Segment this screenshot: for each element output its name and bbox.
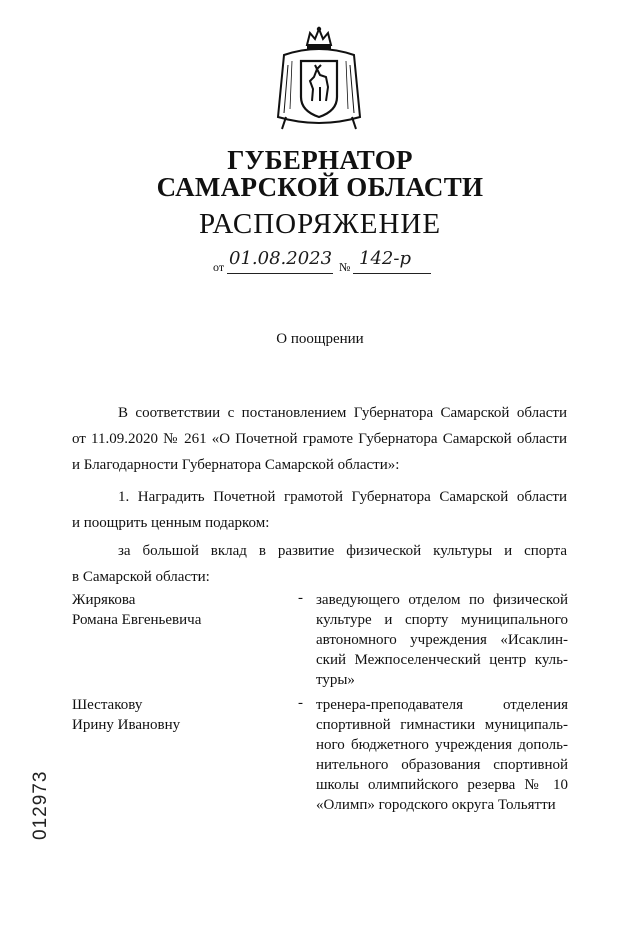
- coat-of-arms-emblem: [274, 25, 364, 133]
- date-label: от: [213, 260, 225, 274]
- document-type: РАСПОРЯЖЕНИЕ: [198, 208, 442, 240]
- paragraph-line: и поощрить ценным подарком:: [72, 515, 270, 531]
- awardee-position: заведующего отделом по физической культуре и спорту муниципального автономного учреждения «Исаклин- ский Межпоселенческий центр куль- туры»: [316, 592, 568, 688]
- paragraph-line: 1. Наградить Почетной грамотой Губернатора Самарской области: [118, 489, 567, 505]
- awardee-dash: -: [298, 695, 303, 711]
- preamble-paragraph: [72, 400, 567, 478]
- paragraph-line: за большой вклад в развитие физической культуры и спорта: [118, 543, 567, 559]
- award-clause: [72, 484, 567, 536]
- order-meta: [213, 248, 443, 278]
- paragraph-line: в Самарской области:: [72, 569, 210, 585]
- awardee-name: Шестакову Ирину Ивановну: [72, 697, 181, 733]
- paragraph-line: и Благодарности Губернатора Самарской области»:: [72, 457, 400, 473]
- paragraph-line: В соответствии с постановлением Губернатора Самарской области: [118, 405, 567, 421]
- serial-number: 012973: [30, 770, 51, 840]
- governor-title: ГУБЕРНАТОР: [227, 145, 413, 175]
- number-label: №: [339, 260, 351, 274]
- awardee-name: Жирякова Романа Евгеньевича: [72, 592, 202, 628]
- paragraph-line: от 11.09.2020 № 261 «О Почетной грамоте Губернатора Самарской области: [72, 431, 567, 447]
- serial-number-container: [30, 770, 60, 930]
- awardee-dash: -: [298, 590, 303, 606]
- merit-reason: [72, 538, 567, 590]
- region-title: САМАРСКОЙ ОБЛАСТИ: [156, 172, 484, 202]
- subject-line: О поощрении: [276, 331, 364, 347]
- date-value: 01.08.2023: [229, 248, 333, 269]
- number-value: 142-р: [359, 248, 411, 269]
- awardee-position: тренера-преподавателя отделения спортивной гимнастики муниципаль- ного бюджетного учреждения дополь- нительного образования спортивной школы олимпийского резерва № 10 «Олимп» городского округа Тольятти: [316, 697, 568, 813]
